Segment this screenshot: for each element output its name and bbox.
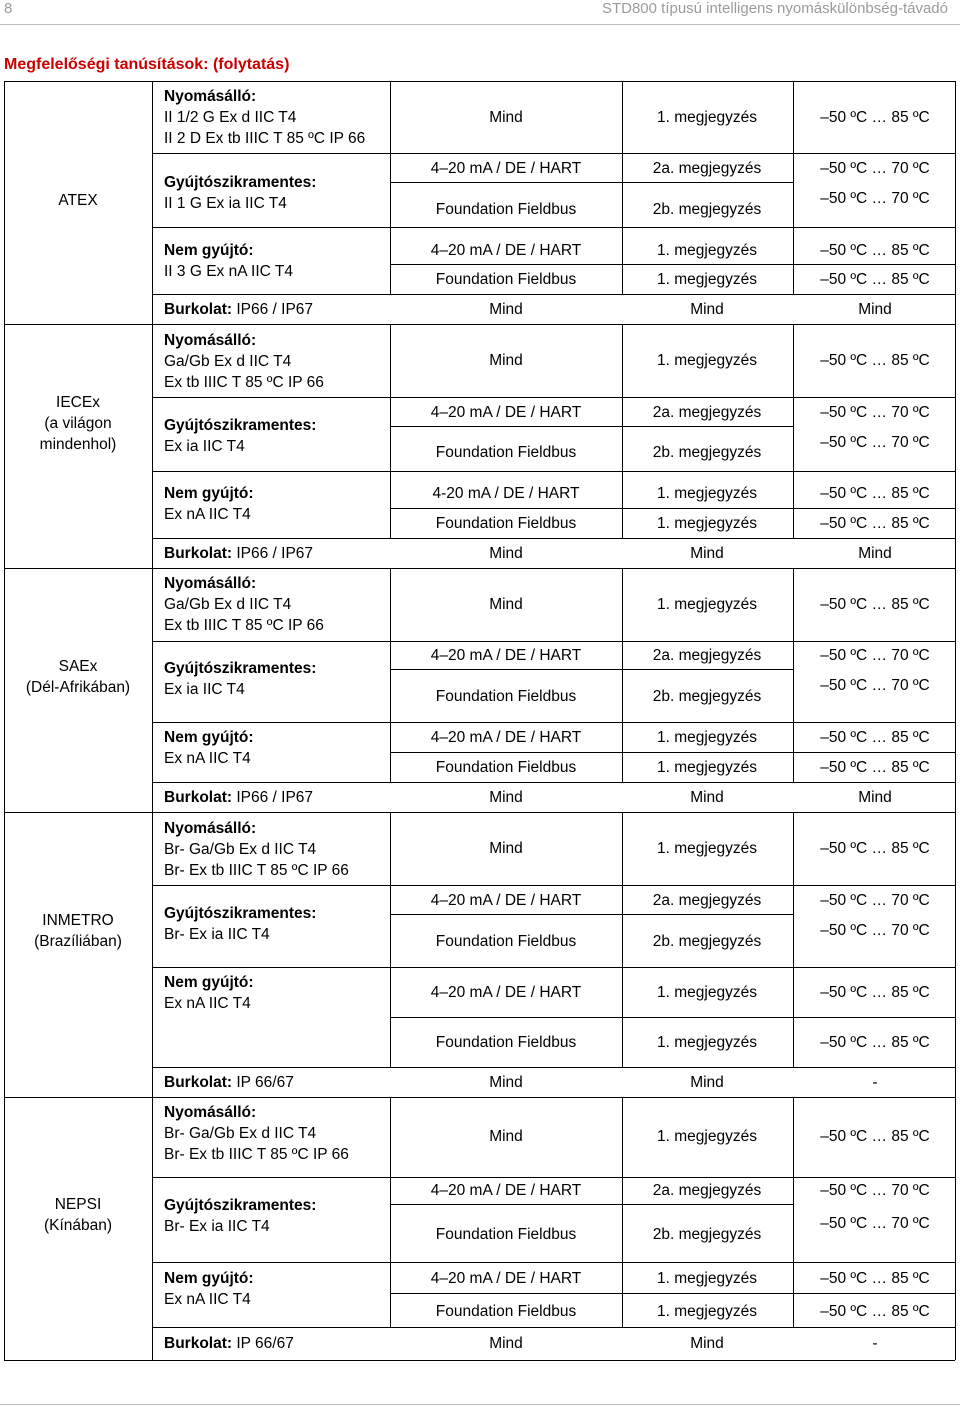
row-border [152, 1262, 955, 1263]
inner-row-border [390, 752, 622, 753]
enclosure [164, 543, 313, 564]
non-incendive-signal: Foundation Fieldbus [435, 271, 577, 288]
certification-name-line: NEPSI [54, 1195, 102, 1213]
inner-row-border [622, 1293, 955, 1294]
non-incendive-signal: Foundation Fieldbus [435, 759, 577, 776]
enclosure-note: Mind [690, 545, 724, 562]
non-incendive-temperature: –50 ºC … 85 ºC [820, 984, 930, 1001]
inner-row-border [622, 914, 793, 915]
non-incendive-temperature: –50 ºC … 85 ºC [820, 271, 930, 288]
intrinsically-safe-note: 2a. megjegyzés [652, 1182, 762, 1199]
certification-name-line: (Brazíliában) [34, 932, 122, 950]
inner-row-border [622, 426, 793, 427]
row-border [152, 294, 955, 295]
intrinsically-safe-note: 2b. megjegyzés [652, 933, 762, 950]
intrinsically-safe-label: Gyújtószikramentes: [164, 1197, 317, 1214]
signal-column-border [390, 812, 391, 1067]
inner-row-border [622, 1204, 793, 1205]
intrinsically-safe-marking: II 1 G Ex ia IIC T4 [164, 195, 287, 212]
non-incendive-signal: Foundation Fieldbus [435, 515, 577, 532]
intrinsically-safe-label: Gyújtószikramentes: [164, 660, 317, 677]
enclosure-label: Burkolat: [164, 301, 233, 318]
flameproof-temperature: –50 ºC … 85 ºC [820, 109, 930, 126]
non-incendive-temperature: –50 ºC … 85 ºC [820, 759, 930, 776]
enclosure-value: IP66 / IP67 [236, 789, 314, 806]
certification-name-line: (a világon [44, 415, 112, 432]
intrinsically-safe-temperature: –50 ºC … 70 ºC [820, 1215, 930, 1232]
flameproof-label: Nyomásálló: [164, 1104, 257, 1121]
cert-column-border [152, 1097, 153, 1360]
intrinsically-safe-note: 2b. megjegyzés [652, 444, 762, 461]
flameproof-marking: Br- Ex tb IIIC T 85 ºC IP 66 [164, 1146, 349, 1163]
signal-column-border [390, 81, 391, 294]
section-border [4, 812, 955, 813]
certification-name-line: INMETRO [42, 911, 114, 929]
non-incendive-note: 1. megjegyzés [657, 759, 757, 776]
inner-row-border [390, 1017, 622, 1018]
inner-row-border [622, 264, 955, 265]
non-incendive-note: 1. megjegyzés [657, 729, 757, 746]
certification-name [4, 910, 152, 952]
row-border [152, 1177, 955, 1178]
intrinsically-safe-note: 2b. megjegyzés [652, 201, 762, 218]
non-incendive-signal: 4–20 mA / DE / HART [430, 1270, 582, 1287]
cert-column-border [152, 568, 153, 812]
flameproof-label: Nyomásálló: [164, 820, 257, 837]
non-incendive-signal: Foundation Fieldbus [435, 1034, 577, 1051]
row-border [152, 538, 955, 539]
enclosure [164, 787, 313, 808]
enclosure [164, 1333, 294, 1354]
flameproof-marking: Ga/Gb Ex d IIC T4 [164, 596, 292, 613]
certification-name [4, 392, 152, 455]
non-incendive-signal: 4-20 mA / DE / HART [432, 485, 580, 502]
row-border [152, 153, 955, 154]
enclosure-note: Mind [690, 1335, 724, 1352]
footer-divider [0, 1404, 960, 1405]
row-border [152, 722, 955, 723]
row-border [152, 397, 955, 398]
row-border [152, 1327, 955, 1328]
inner-row-border [390, 1293, 622, 1294]
intrinsically-safe-signal: Foundation Fieldbus [435, 1226, 577, 1243]
enclosure-label: Burkolat: [164, 1335, 233, 1352]
intrinsically-safe-signal: 4–20 mA / DE / HART [430, 1182, 582, 1199]
non-incendive-note: 1. megjegyzés [657, 1034, 757, 1051]
flameproof-note: 1. megjegyzés [657, 352, 757, 369]
row-border [152, 471, 955, 472]
non-incendive-temperature: –50 ºC … 85 ºC [820, 242, 930, 259]
enclosure-value: IP66 / IP67 [236, 301, 314, 318]
non-incendive-note: 1. megjegyzés [657, 485, 757, 502]
enclosure-signal: Mind [489, 1335, 523, 1352]
non-incendive-signal: Foundation Fieldbus [435, 1303, 577, 1320]
table-left-border [4, 81, 5, 1360]
intrinsically-safe-signal: 4–20 mA / DE / HART [430, 647, 582, 664]
section-border [4, 324, 955, 325]
document-title: STD800 típusú intelligens nyomáskülönbség-távadó [601, 0, 948, 17]
flameproof-marking: Br- Ex tb IIIC T 85 ºC IP 66 [164, 862, 349, 879]
inner-row-border [622, 1017, 955, 1018]
enclosure-signal: Mind [489, 1074, 523, 1091]
enclosure-temperature: Mind [858, 789, 892, 806]
non-incendive-note: 1. megjegyzés [657, 271, 757, 288]
flameproof-signal: Mind [489, 109, 523, 126]
cert-column-border [152, 812, 153, 1097]
intrinsically-safe-note: 2a. megjegyzés [652, 404, 762, 421]
flameproof-signal: Mind [489, 352, 523, 369]
non-incendive-marking: Ex nA IIC T4 [164, 506, 251, 523]
non-incendive-note: 1. megjegyzés [657, 515, 757, 532]
enclosure-note: Mind [690, 789, 724, 806]
enclosure [164, 1072, 294, 1093]
enclosure-note: Mind [690, 301, 724, 318]
row-border [152, 885, 955, 886]
intrinsically-safe-temperature: –50 ºC … 70 ºC [820, 677, 930, 694]
enclosure-label: Burkolat: [164, 1074, 233, 1091]
row-border [152, 782, 955, 783]
flameproof-signal: Mind [489, 596, 523, 613]
enclosure-signal: Mind [489, 545, 523, 562]
intrinsically-safe-temperature: –50 ºC … 70 ºC [820, 922, 930, 939]
certification-name [4, 656, 152, 698]
table-top-border [4, 81, 955, 82]
enclosure-signal: Mind [489, 301, 523, 318]
flameproof-label: Nyomásálló: [164, 332, 257, 349]
enclosure-temperature: - [872, 1074, 878, 1091]
inner-row-border [390, 669, 622, 670]
intrinsically-safe-marking: Ex ia IIC T4 [164, 681, 245, 698]
intrinsically-safe-signal: 4–20 mA / DE / HART [430, 892, 582, 909]
row-border [152, 1067, 955, 1068]
non-incendive-temperature: –50 ºC … 85 ºC [820, 729, 930, 746]
non-incendive-signal: 4–20 mA / DE / HART [430, 242, 582, 259]
flameproof-marking: II 1/2 G Ex d IIC T4 [164, 109, 297, 126]
non-incendive-temperature: –50 ºC … 85 ºC [820, 485, 930, 502]
row-border [152, 967, 955, 968]
intrinsically-safe-label: Gyújtószikramentes: [164, 174, 317, 191]
non-incendive-note: 1. megjegyzés [657, 1270, 757, 1287]
intrinsically-safe-note: 2b. megjegyzés [652, 688, 762, 705]
non-incendive-signal: 4–20 mA / DE / HART [430, 729, 582, 746]
intrinsically-safe-temperature: –50 ºC … 70 ºC [820, 1182, 930, 1199]
certification-name-line: SAEx [58, 657, 98, 675]
inner-row-border [622, 508, 955, 509]
non-incendive-marking: Ex nA IIC T4 [164, 995, 251, 1012]
non-incendive-marking: Ex nA IIC T4 [164, 1291, 251, 1308]
intrinsically-safe-temperature: –50 ºC … 70 ºC [820, 892, 930, 909]
flameproof-marking: Br- Ga/Gb Ex d IIC T4 [164, 1125, 317, 1142]
flameproof-temperature: –50 ºC … 85 ºC [820, 352, 930, 369]
intrinsically-safe-temperature: –50 ºC … 70 ºC [820, 647, 930, 664]
section-border [4, 1360, 955, 1361]
flameproof-note: 1. megjegyzés [657, 840, 757, 857]
row-border [152, 641, 955, 642]
enclosure-temperature: - [872, 1335, 878, 1352]
inner-row-border [390, 182, 622, 183]
intrinsically-safe-temperature: –50 ºC … 70 ºC [820, 434, 930, 451]
intrinsically-safe-signal: 4–20 mA / DE / HART [430, 160, 582, 177]
cert-column-border [152, 81, 153, 324]
non-incendive-label: Nem gyújtó: [164, 485, 254, 502]
flameproof-temperature: –50 ºC … 85 ºC [820, 840, 930, 857]
section-border [4, 1097, 955, 1098]
flameproof-temperature: –50 ºC … 85 ºC [820, 596, 930, 613]
flameproof-temperature: –50 ºC … 85 ºC [820, 1128, 930, 1145]
flameproof-label: Nyomásálló: [164, 575, 257, 592]
certification-name-line: ATEX [58, 192, 98, 209]
inner-row-border [622, 669, 793, 670]
signal-column-border [390, 568, 391, 782]
signal-column-border [390, 324, 391, 538]
enclosure [164, 299, 313, 320]
intrinsically-safe-marking: Ex ia IIC T4 [164, 438, 245, 455]
flameproof-note: 1. megjegyzés [657, 1128, 757, 1145]
non-incendive-temperature: –50 ºC … 85 ºC [820, 515, 930, 532]
page-number: 8 [4, 0, 13, 17]
non-incendive-note: 1. megjegyzés [657, 984, 757, 1001]
certification-name-line: (Kínában) [43, 1216, 113, 1234]
intrinsically-safe-marking: Br- Ex ia IIC T4 [164, 1218, 270, 1235]
enclosure-note: Mind [690, 1074, 724, 1091]
intrinsically-safe-temperature: –50 ºC … 70 ºC [820, 190, 930, 207]
flameproof-marking: Br- Ga/Gb Ex d IIC T4 [164, 841, 317, 858]
intrinsically-safe-note: 2a. megjegyzés [652, 892, 762, 909]
non-incendive-label: Nem gyújtó: [164, 974, 254, 991]
inner-row-border [390, 508, 622, 509]
flameproof-signal: Mind [489, 1128, 523, 1145]
enclosure-value: IP66 / IP67 [236, 545, 314, 562]
non-incendive-temperature: –50 ºC … 85 ºC [820, 1303, 930, 1320]
non-incendive-marking: Ex nA IIC T4 [164, 750, 251, 767]
intrinsically-safe-note: 2a. megjegyzés [652, 160, 762, 177]
non-incendive-label: Nem gyújtó: [164, 1270, 254, 1287]
certification-name-line: (Dél-Afrikában) [25, 678, 131, 696]
enclosure-value: IP 66/67 [236, 1335, 294, 1352]
non-incendive-temperature: –50 ºC … 85 ºC [820, 1270, 930, 1287]
flameproof-marking: II 2 D Ex tb IIIC T 85 ºC IP 66 [164, 130, 366, 147]
non-incendive-note: 1. megjegyzés [657, 1303, 757, 1320]
intrinsically-safe-signal: 4–20 mA / DE / HART [430, 404, 582, 421]
non-incendive-label: Nem gyújtó: [164, 242, 254, 259]
certification-name [4, 1194, 152, 1236]
non-incendive-note: 1. megjegyzés [657, 242, 757, 259]
inner-row-border [390, 426, 622, 427]
non-incendive-temperature: –50 ºC … 85 ºC [820, 1034, 930, 1051]
enclosure-temperature: Mind [858, 545, 892, 562]
enclosure-value: IP 66/67 [236, 1074, 294, 1091]
certification-name-line: mindenhol) [39, 436, 117, 453]
enclosure-temperature: Mind [858, 301, 892, 318]
certification-name-line: IECEx [56, 394, 100, 411]
enclosure-label: Burkolat: [164, 789, 233, 806]
inner-row-border [622, 752, 955, 753]
cert-column-border [152, 324, 153, 568]
enclosure-label: Burkolat: [164, 545, 233, 562]
flameproof-marking: Ex tb IIIC T 85 ºC IP 66 [164, 617, 324, 634]
non-incendive-marking: II 3 G Ex nA IIC T4 [164, 263, 293, 280]
intrinsically-safe-temperature: –50 ºC … 70 ºC [820, 160, 930, 177]
intrinsically-safe-signal: Foundation Fieldbus [435, 444, 577, 461]
intrinsically-safe-signal: Foundation Fieldbus [435, 201, 577, 218]
intrinsically-safe-signal: Foundation Fieldbus [435, 933, 577, 950]
flameproof-label: Nyomásálló: [164, 88, 257, 105]
flameproof-marking: Ex tb IIIC T 85 ºC IP 66 [164, 374, 324, 391]
flameproof-note: 1. megjegyzés [657, 109, 757, 126]
intrinsically-safe-note: 2b. megjegyzés [652, 1226, 762, 1243]
intrinsically-safe-temperature: –50 ºC … 70 ºC [820, 404, 930, 421]
intrinsically-safe-marking: Br- Ex ia IIC T4 [164, 926, 270, 943]
intrinsically-safe-note: 2a. megjegyzés [652, 647, 762, 664]
inner-row-border [390, 264, 622, 265]
non-incendive-signal: 4–20 mA / DE / HART [430, 984, 582, 1001]
flameproof-note: 1. megjegyzés [657, 596, 757, 613]
non-incendive-label: Nem gyújtó: [164, 729, 254, 746]
inner-row-border [390, 1204, 622, 1205]
section-border [4, 568, 955, 569]
intrinsically-safe-label: Gyújtószikramentes: [164, 417, 317, 434]
intrinsically-safe-label: Gyújtószikramentes: [164, 905, 317, 922]
flameproof-signal: Mind [489, 840, 523, 857]
intrinsically-safe-signal: Foundation Fieldbus [435, 688, 577, 705]
flameproof-marking: Ga/Gb Ex d IIC T4 [164, 353, 292, 370]
row-border [152, 227, 955, 228]
section-title: Megfelelőségi tanúsítások: (folytatás) [4, 56, 290, 73]
inner-row-border [390, 914, 622, 915]
enclosure-signal: Mind [489, 789, 523, 806]
inner-row-border [622, 182, 793, 183]
certification-name [4, 190, 152, 211]
